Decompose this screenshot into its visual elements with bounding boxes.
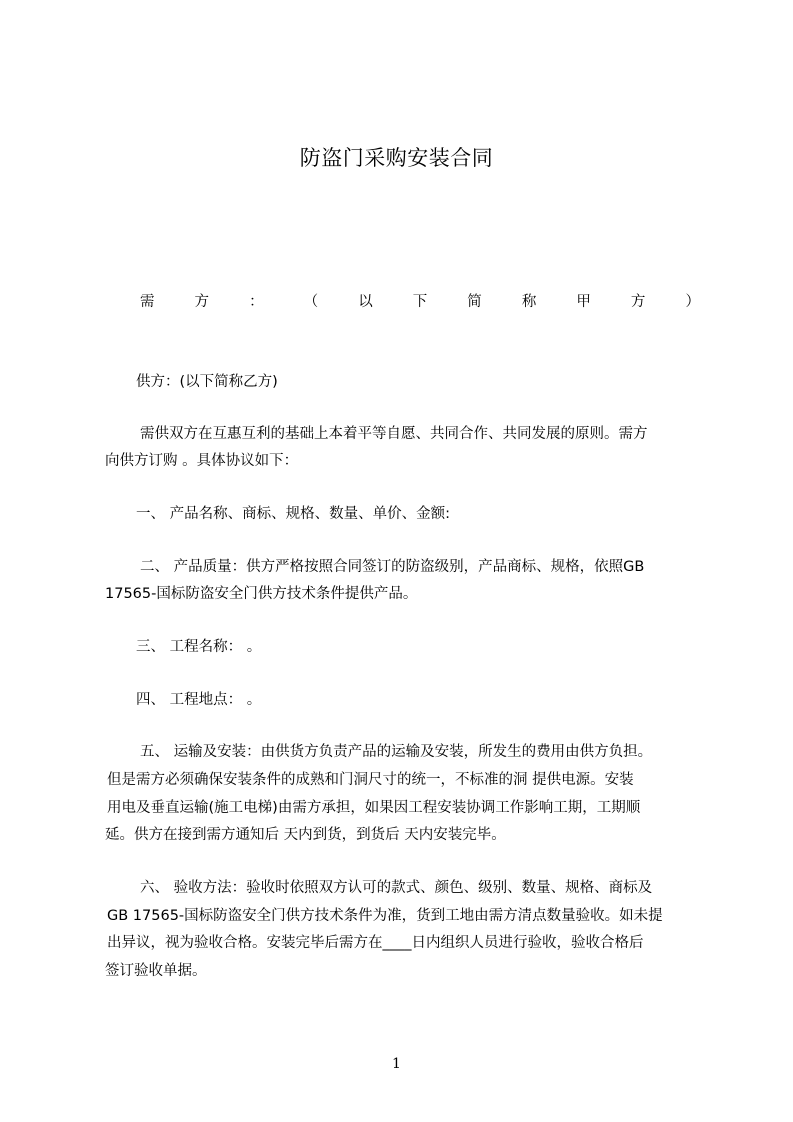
demand-party-char: ） [685, 294, 700, 310]
clause-2-line-1: 二、 产品质量：供方严格按照合同签订的防盗级别，产品商标、规格，依照GB [140, 559, 645, 575]
demand-party-line [140, 290, 700, 311]
clause-5-line-2: 但是需方必须确保安装条件的成熟和门洞尺寸的统一，不标准的洞 提供电源。安装 [107, 772, 634, 788]
clause-5-line-4: 延。供方在接到需方通知后 天内到货，到货后 天内安装完毕。 [105, 827, 506, 843]
demand-party-char: 下 [412, 294, 428, 310]
clause-5-line-3: 用电及垂直运输(施工电梯)由需方承担，如果因工程安装协调工作影响工期，工期顺 [107, 800, 641, 816]
demand-party-char: 简 [467, 294, 482, 310]
demand-party-char: （ [303, 294, 319, 310]
demand-party-char: 以 [358, 294, 373, 310]
clause-1: 一、 产品名称、商标、规格、数量、单价、金额: [136, 506, 450, 522]
clause-6-line-1: 六、 验收方法：验收时依照双方认可的款式、颜色、级别、数量、规格、商标及 [140, 880, 653, 896]
clause-2-line-2: 17565-国标防盗安全门供方技术条件提供产品。 [105, 586, 418, 602]
supply-party-line: 供方：(以下简称乙方) [136, 374, 278, 390]
demand-party-char: 方 [194, 294, 210, 310]
intro-line-2: 向供方订购 。具体协议如下： [105, 453, 299, 469]
clause-3: 三、 工程名称： 。 [136, 639, 262, 655]
document-title: 防盗门采购安装合同 [299, 146, 494, 170]
demand-party-char: 甲 [576, 294, 591, 310]
clause-6-line-2: GB 17565-国标防盗安全门供方技术条件为准，货到工地由需方清点数量验收。如未提 [107, 908, 663, 924]
demand-party-char: 方 [630, 294, 646, 310]
demand-party-char: 称 [521, 294, 537, 310]
clause-6-line-4: 签订验收单据。 [105, 963, 207, 979]
clause-6-line-3: 出异议，视为验收合格。安装完毕后需方在____日内组织人员进行验收，验收合格后 [107, 935, 644, 951]
demand-party-char: ： [249, 294, 264, 310]
demand-party-char: 需 [140, 294, 155, 310]
clause-4: 四、 工程地点： 。 [136, 692, 262, 708]
intro-line-1: 需供双方在互惠互利的基础上本着平等自愿、共同合作、共同发展的原则。需方 [140, 426, 648, 442]
clause-5-line-1: 五、 运输及安装：由供货方负责产品的运输及安装，所发生的费用由供方负担。 [140, 744, 653, 760]
page-number: 1 [392, 1056, 401, 1072]
